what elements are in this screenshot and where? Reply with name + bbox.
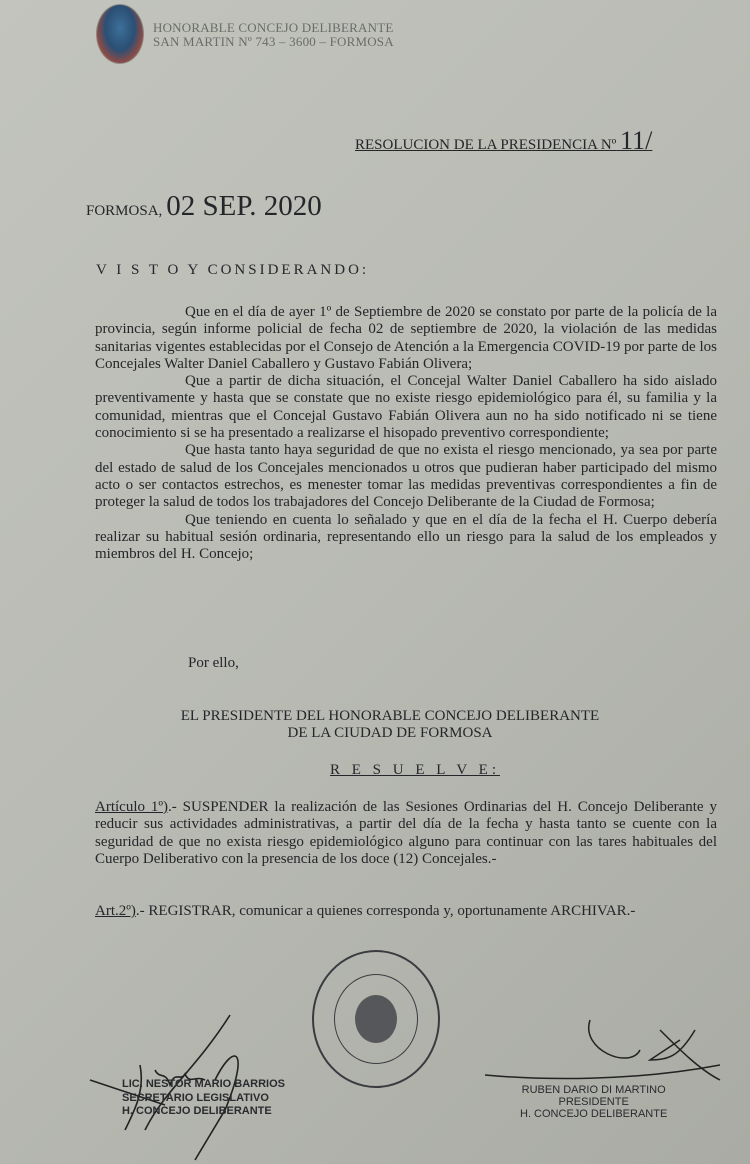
signature-right-scribble [480,1010,730,1090]
resolution-number: 11/ [620,126,653,155]
article-label: Art.2º) [95,903,136,919]
signer-title: SECRETARIO LEGISLATIVO [122,1091,269,1104]
article-2 [95,903,717,920]
seal-inner-ring [334,974,418,1064]
signer-org: H. CONCEJO DELIBERANTE [520,1108,668,1120]
paragraph: Que en el día de ayer 1º de Septiembre de 2020 se constato por parte de la policía de la provincia, según informe policial de fecha 02 de septiembre de 2020, la violación de las medidas sanitarias vigentes establecidas por el Consejo de Atención a la Emergencia COVID-19 por parte de los Concejales Walter Daniel Caballero y Gustavo Fabián Olivera; [95,304,717,372]
article-text: .- REGISTRAR, comunicar a quienes corresponda y, oportunamente ARCHIVAR.- [135,903,636,919]
signer-title: PRESIDENTE [558,1096,629,1108]
signature-left [122,1078,285,1119]
letterhead [153,21,394,49]
signature-right [520,1084,667,1120]
letterhead-address: SAN MARTIN Nº 743 – 3600 – FORMOSA [153,34,394,49]
signer-name: RUBEN DARIO DI MARTINO [521,1084,666,1096]
paragraph: Que teniendo en cuenta lo señalado y que en el día de la fecha el H. Cuerpo debería realizar su habitual sesión ordinaria, representando ello un riesgo para la salud de los empleados y miembros del H. Concejo; [95,511,717,563]
seal-emblem [355,995,397,1043]
considerando-body [95,304,717,563]
date-stamp: 02 SEP. 2020 [166,190,322,222]
paragraph: Que hasta tanto haya seguridad de que no exista el riesgo mencionado, ya sea por parte del estado de salud de los Concejales mencionados u otros que pudieran haber participado del mismo acto o ser contactos estrechos, es menester tomar las medidas preventivas correspondientes a fin de proteger la salud de todos los trabajadores del Concejo Deliberante de la Ciudad de Formosa; [95,442,717,511]
signer-org: H. CONCEJO DELIBERANTE [122,1105,272,1117]
por-ello: Por ello, [188,655,239,671]
article-text: .- SUSPENDER la realización de las Sesiones Ordinarias del H. Concejo Deliberante y reducir sus actividades administrativas, a partir del día de la fecha y hasta tanto se cuente con la seguridad de que no exista riesgo epidemiológico alguno para continuar con las tares habituales del Cuerpo Deliberativo con la presencia de los doce (12) Concejales.- [95,799,717,867]
article-1 [95,799,717,868]
resuelve-heading: R E S U E L V E: [330,762,500,778]
letterhead-name: HONORABLE CONCEJO DELIBERANTE [153,20,394,35]
document-date [86,190,322,223]
date-city: FORMOSA, [86,203,163,219]
signer-name: LIC. NESTOR MARIO BARRIOS [122,1078,285,1090]
visto-heading: V I S T O Y CONSIDERANDO: [96,262,370,278]
article-label: Artículo 1º) [95,799,169,815]
official-seal [312,950,440,1088]
resolution-title [355,126,652,156]
paragraph: Que a partir de dicha situación, el Concejal Walter Daniel Caballero ha sido aislado preventivamente y hasta que se constate que no existe riesgo epidemiológico para él, su familia y la comunidad, mientras que el Concejal Gustavo Fabián Olivera aun no ha sido notificado ni se tiene conocimiento si se ha presentado a realizarse el hisopado preventivo correspondiente; [95,373,717,442]
president-heading [160,708,620,742]
council-logo [96,4,144,64]
resolution-label: RESOLUCION DE LA PRESIDENCIA Nº [355,137,617,153]
president-line2: DE LA CIUDAD DE FORMOSA [287,725,493,741]
president-line1: EL PRESIDENTE DEL HONORABLE CONCEJO DELIBERANTE [180,708,600,724]
